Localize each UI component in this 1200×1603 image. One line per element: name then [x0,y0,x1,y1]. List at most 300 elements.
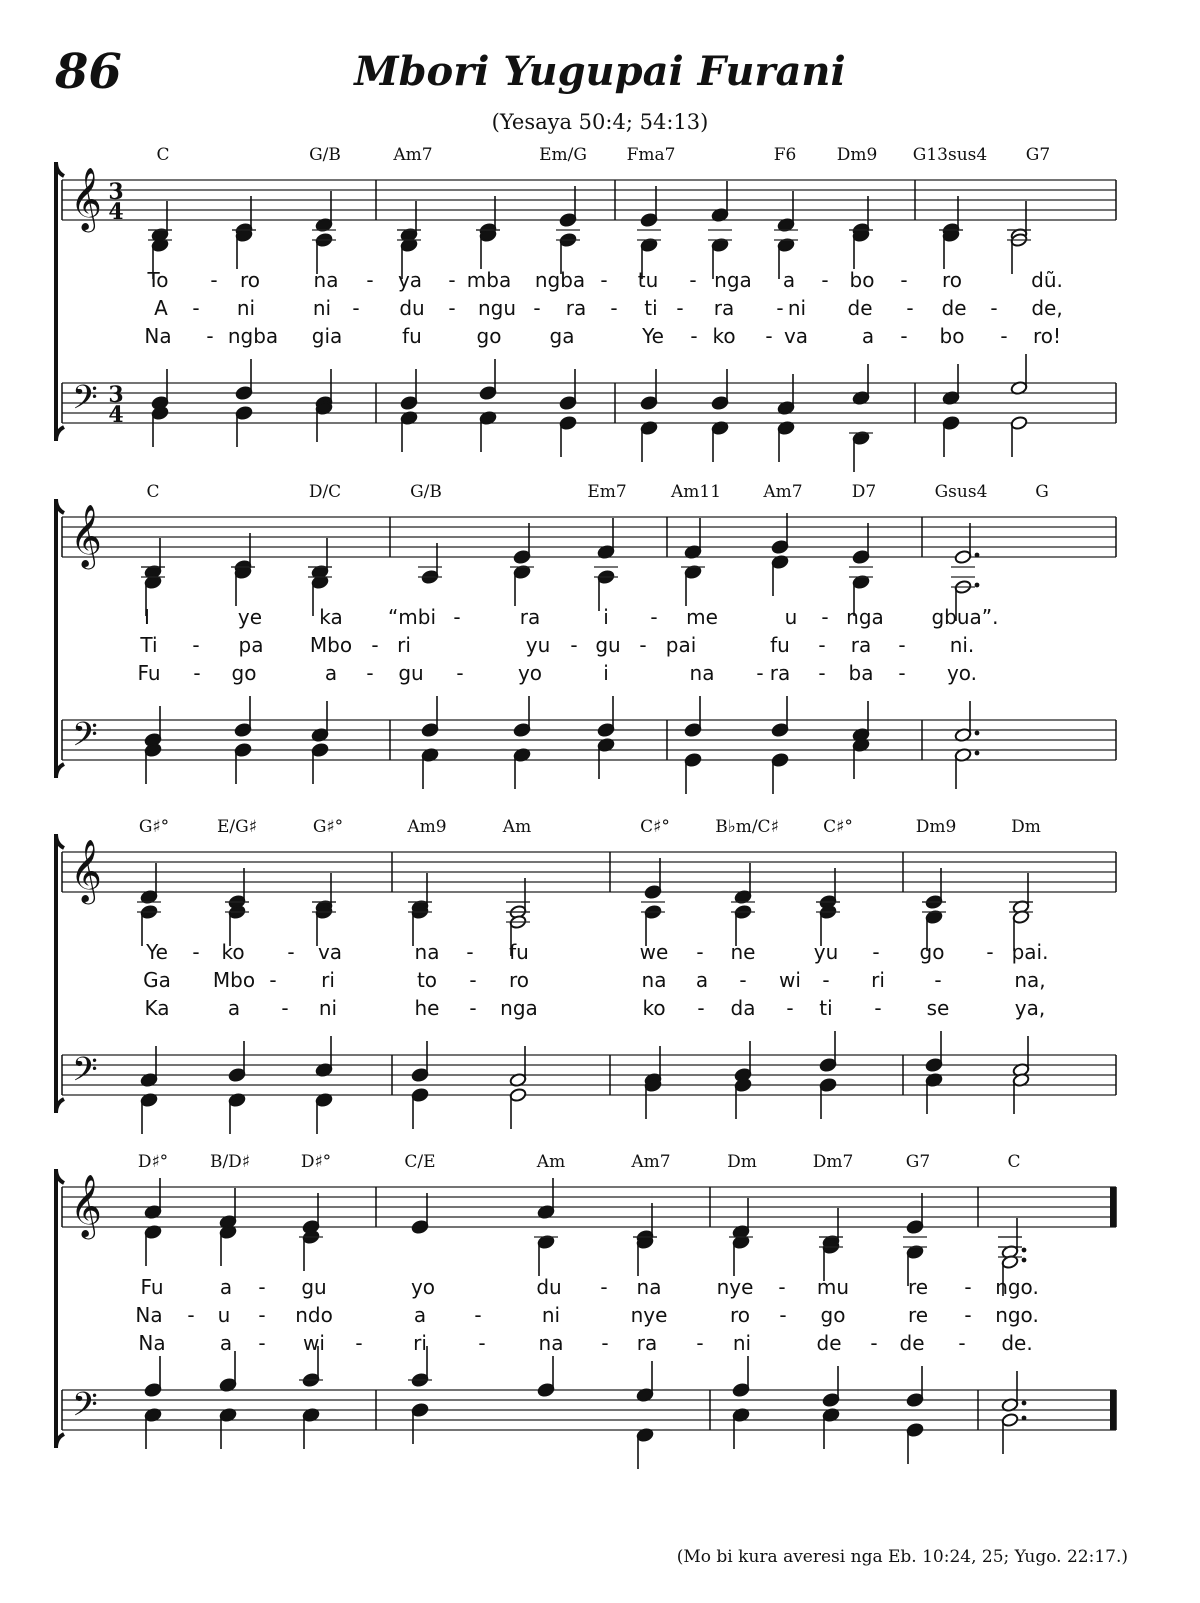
lyric-hyphen: - [697,996,705,1020]
lyric-hyphen: - [756,661,764,685]
lyric-syllable: Ye [146,940,168,964]
lyric-syllable: Ti [140,633,158,657]
bass-notehead [942,416,960,431]
bass-notehead [421,723,439,738]
lyric-hyphen: - [964,1303,972,1327]
lyric-syllable: ni [732,1331,752,1355]
lyric-syllable: “mbi [387,605,437,629]
lyric-syllable: ni [541,1303,561,1327]
lyric-syllable: ra [519,605,541,629]
lyric-syllable: de, [1031,296,1063,320]
lyric-syllable: Na [138,1331,166,1355]
chord-symbol: C [1007,1152,1021,1172]
treble-notehead [954,550,972,565]
bass-notehead [771,753,789,768]
lyric-hyphen: - [870,1331,878,1355]
lyric-syllable: I [144,605,150,629]
bass-notehead [925,1058,943,1073]
lyric-syllable: ngu [477,296,517,320]
lyric-syllable: ndo [295,1303,333,1327]
augmentation-dot [975,553,980,558]
lyric-hyphen: - [821,268,829,292]
lyric-hyphen: - [818,661,826,685]
chord-symbol: B♭m/C♯ [715,817,779,837]
lyric-syllable: Ga [143,968,171,992]
bass-notehead [411,1068,429,1083]
chord-symbol: G♯° [138,817,170,837]
lyric-syllable: da [730,996,756,1020]
lyric-hyphen: - [469,996,477,1020]
chord-symbol: D/C [308,482,342,502]
lyric-syllable: ro [729,1303,751,1327]
bass-notehead [411,1403,429,1418]
lyric-hyphen: - [281,996,289,1020]
lyric-syllable: ga [549,324,575,348]
bass-notehead [732,1383,750,1398]
bass-notehead [906,1423,924,1438]
lyric-hyphen: - [210,268,218,292]
lyric-syllable: pa [238,633,264,657]
lyric-syllable: a [324,661,338,685]
lyric-hyphen: - [898,633,906,657]
lyric-syllable: se [926,996,950,1020]
lyric-syllable: ya [397,268,423,292]
lyric-syllable: va [317,940,343,964]
lyric-hyphen: - [900,268,908,292]
lyric-syllable: nga [714,268,752,292]
hymn-number: 86 [55,44,122,100]
lyric-syllable: ngo. [995,1275,1039,1299]
lyric-syllable: me [686,605,718,629]
lyric-syllable: ra [769,661,791,685]
lyric-syllable: he [414,996,440,1020]
lyric-hyphen: - [986,940,994,964]
treble-clef-icon: 𝄞 [70,839,102,902]
lyric-syllable: ya, [1014,996,1046,1020]
lyric-syllable: ro [239,268,261,292]
system-bracket [56,162,64,441]
system-bracket [56,834,64,1113]
chord-symbol: E/G♯ [217,817,257,837]
lyric-syllable: pai. [1011,940,1049,964]
lyric-hyphen: - [352,296,360,320]
chord-symbol: G/B [410,482,442,502]
lyric-syllable: ra [850,633,872,657]
lyric-hyphen: - [676,296,684,320]
lyric-hyphen: - [786,996,794,1020]
lyric-syllable: bo [849,268,875,292]
chord-symbol: G [1035,482,1049,502]
lyric-hyphen: - [570,633,578,657]
lyric-syllable: ka [319,605,343,629]
lyric-hyphen: - [474,1303,482,1327]
chord-symbol: Am11 [670,482,722,502]
lyric-syllable: i [603,605,609,629]
lyric-syllable: a [413,1303,427,1327]
chord-symbol: B/D♯ [209,1152,251,1172]
chord-symbol: G13sus4 [912,145,988,165]
lyric-hyphen: - [958,1331,966,1355]
lyric-syllable: a [227,996,241,1020]
lyric-hyphen: - [366,661,374,685]
lyric-syllable: ro! [1032,324,1062,348]
lyric-hyphen: - [287,940,295,964]
lyric-syllable: yo. [946,661,978,685]
lyric-syllable: ni [312,296,332,320]
lyric-syllable: ni [236,296,256,320]
chord-symbol: Dm7 [812,1152,854,1172]
lyric-hyphen: - [818,633,826,657]
chord-symbol: Em/G [539,145,587,165]
lyric-hyphen: - [366,268,374,292]
treble-notehead [852,550,870,565]
bass-notehead [234,743,252,758]
chord-symbol: C♯° [823,817,853,837]
lyric-hyphen: - [371,633,379,657]
lyric-syllable: ra [636,1331,658,1355]
lyric-syllable: go [919,940,945,964]
lyric-hyphen: - [690,324,698,348]
lyric-syllable: ra [565,296,587,320]
lyric-syllable: To [147,268,169,292]
bass-notehead [411,1088,429,1103]
lyric-hyphen: - [478,1331,486,1355]
lyric-syllable: de. [1001,1331,1033,1355]
bass-notehead [235,406,253,421]
lyric-syllable: Mbo [309,633,353,657]
chord-symbol: Dm9 [836,145,878,165]
lyric-hyphen: - [765,324,773,348]
treble-notehead [906,1220,924,1235]
lyric-syllable: ri [397,633,411,657]
lyric-syllable: ni [787,296,807,320]
lyric-syllable: Ka [144,996,170,1020]
lyric-syllable: a [219,1331,233,1355]
chord-symbol: C♯° [640,817,670,837]
bass-notehead [711,396,729,411]
chord-symbol: G/B [309,145,341,165]
treble-clef-icon: 𝄞 [70,504,102,567]
footer-reference: (Mo bi kura averesi nga Eb. 10:24, 25; Yugo. 22:17.) [676,1547,1128,1567]
lyric-syllable: gu [595,633,621,657]
bass-notehead [228,1068,246,1083]
lyric-hyphen: - [610,296,618,320]
lyric-syllable: a [219,1275,233,1299]
lyric-syllable: na [414,940,440,964]
lyric-syllable: ngo. [995,1303,1039,1327]
lyric-syllable: ra [713,296,735,320]
lyric-syllable: go [820,1303,846,1327]
final-barline [1110,1187,1116,1227]
lyric-syllable: go [476,324,502,348]
chord-symbol: Dm [1011,817,1041,837]
chord-symbol: Am7 [631,1152,671,1172]
lyric-hyphen: - [639,633,647,657]
lyric-syllable: re [907,1275,929,1299]
lyric-syllable: ti [819,996,833,1020]
lyric-hyphen: - [258,1331,266,1355]
chord-symbol: D7 [851,482,877,502]
chord-symbol: Am9 [407,817,447,837]
chord-symbol: G7 [905,1152,931,1172]
lyric-hyphen: - [258,1303,266,1327]
lyric-syllable: va [783,324,809,348]
chord-symbol: Gsus4 [934,482,988,502]
lyric-syllable: na [636,1275,662,1299]
bass-notehead [311,743,329,758]
lyric-syllable: de [899,1331,925,1355]
augmentation-dot [1022,1401,1027,1406]
lyric-hyphen: - [206,324,214,348]
lyric-syllable: Na [135,1303,163,1327]
bass-notehead [684,753,702,768]
augmentation-dot [975,583,980,588]
lyric-syllable: du [536,1275,562,1299]
lyric-hyphen: - [600,1275,608,1299]
bass-notehead [234,723,252,738]
lyric-syllable: gia [311,324,343,348]
bass-clef-icon: 𝄢 [72,379,98,425]
lyric-hyphen: - [964,1275,972,1299]
lyric-hyphen: - [822,968,830,992]
bass-notehead [479,386,497,401]
lyric-syllable: a [695,968,709,992]
system-bracket [56,1169,64,1448]
chord-symbol: G7 [1025,145,1051,165]
bass-notehead [513,723,531,738]
lyric-hyphen: - [448,268,456,292]
lyric-syllable: de [941,296,967,320]
scripture-reference: (Yesaya 50:4; 54:13) [491,110,709,134]
lyric-syllable: yo [410,1275,436,1299]
bass-clef-icon: 𝄢 [72,716,98,762]
treble-notehead [644,885,662,900]
treble-notehead [640,213,658,228]
bass-notehead [819,1078,837,1093]
lyric-syllable: na [313,268,339,292]
lyric-syllable: ko [712,324,736,348]
bass-notehead [597,723,615,738]
lyric-syllable: ba [848,661,874,685]
lyric-syllable: wi [303,1331,325,1355]
chord-symbol: C [156,145,170,165]
lyric-hyphen: - [456,661,464,685]
chord-symbol: Em7 [587,482,627,502]
lyric-syllable: na [689,661,715,685]
lyric-syllable: Mbo [212,968,256,992]
chord-symbol: Am [502,817,532,837]
system-bracket [56,499,64,778]
chord-symbol: Dm [727,1152,757,1172]
augmentation-dot [1022,1258,1027,1263]
lyric-hyphen: - [689,268,697,292]
chord-symbol: Am7 [393,145,433,165]
lyric-hyphen: - [187,1303,195,1327]
lyric-syllable: gu [301,1275,327,1299]
lyric-syllable: Fu [140,1275,164,1299]
lyric-syllable: pai [665,633,697,657]
lyric-syllable: nye [630,1303,668,1327]
lyric-syllable: ti [644,296,658,320]
lyric-syllable: gu [398,661,424,685]
lyric-hyphen: - [533,296,541,320]
chord-symbol: Am7 [763,482,803,502]
lyric-syllable: re [907,1303,929,1327]
lyric-syllable: ko [221,940,245,964]
bass-clef-icon: 𝄢 [72,1386,98,1432]
bass-time-signature-top: 3 [108,382,124,408]
hymn-title: Mbori Yugupai Furani [354,48,846,95]
lyric-syllable: A [154,296,168,320]
treble-notehead [513,550,531,565]
bass-notehead [771,723,789,738]
chord-symbol: C/E [404,1152,436,1172]
lyric-syllable: de [847,296,873,320]
lyric-syllable: a [782,268,796,292]
lyric-hyphen: - [453,605,461,629]
lyric-syllable: mba [466,268,512,292]
treble-clef-icon: 𝄞 [70,1174,102,1237]
lyric-hyphen: - [696,940,704,964]
lyric-syllable: dũ. [1031,268,1063,292]
lyric-hyphen: - [779,1303,787,1327]
lyric-syllable: ngba [227,324,279,348]
lyric-hyphen: - [192,940,200,964]
lyric-syllable: du [399,296,425,320]
lyric-syllable: na [538,1331,564,1355]
lyric-syllable: Fu [137,661,161,685]
lyric-syllable: ri [871,968,885,992]
bass-notehead [906,1393,924,1408]
chord-symbol: Am [536,1152,566,1172]
lyric-hyphen: - [872,940,880,964]
bass-notehead [559,416,577,431]
lyric-hyphen: - [739,968,747,992]
bass-notehead [144,1383,162,1398]
bass-notehead [1001,1413,1019,1428]
lyric-hyphen: - [874,996,882,1020]
lyric-syllable: ko [642,996,666,1020]
treble-clef-icon: 𝄞 [70,167,102,230]
lyric-hyphen: - [192,633,200,657]
lyric-syllable: to [416,968,438,992]
lyric-syllable: wi [779,968,801,992]
lyric-syllable: ro [941,268,963,292]
lyric-syllable: na [641,968,667,992]
bass-notehead [509,1088,527,1103]
lyric-syllable: yu [525,633,551,657]
bass-notehead [819,1058,837,1073]
chord-symbol: C [146,482,160,502]
lyric-syllable: fu [509,940,529,964]
lyric-syllable: i [603,661,609,685]
chord-symbol: Fma7 [626,145,676,165]
lyric-syllable: Na [144,324,172,348]
lyric-hyphen: - [778,1275,786,1299]
bass-notehead [822,1393,840,1408]
lyric-hyphen: - [600,268,608,292]
lyric-hyphen: - [990,296,998,320]
augmentation-dot [975,731,980,736]
lyric-syllable: yo [517,661,543,685]
lyric-syllable: bo [939,324,965,348]
lyric-syllable: ni. [949,633,975,657]
bass-notehead [235,386,253,401]
treble-notehead [771,540,789,555]
chord-symbol: D♯° [137,1152,169,1172]
augmentation-dot [975,751,980,756]
lyric-hyphen: - [898,661,906,685]
treble-notehead [559,213,577,228]
augmentation-dot [1022,1248,1027,1253]
lyric-syllable: ri [321,968,335,992]
lyric-hyphen: - [934,968,942,992]
bass-clef-icon: 𝄢 [72,1051,98,1097]
lyric-syllable: ri [413,1331,427,1355]
bass-notehead [537,1383,555,1398]
lyric-syllable: tu [637,268,659,292]
lyric-syllable: nga [500,996,538,1020]
treble-time-signature-top: 3 [108,179,124,205]
lyric-syllable: ro [508,968,530,992]
chord-symbol: F6 [773,145,797,165]
lyric-hyphen: - [466,940,474,964]
lyric-syllable: ni [318,996,338,1020]
lyric-hyphen: - [258,1275,266,1299]
lyric-hyphen: - [193,661,201,685]
lyric-hyphen: - [900,324,908,348]
chord-symbol: G♯° [312,817,344,837]
bass-notehead [640,396,658,411]
lyric-hyphen: - [269,968,277,992]
lyric-syllable: we [639,940,669,964]
lyric-hyphen: - [906,296,914,320]
lyric-hyphen: - [469,968,477,992]
lyric-syllable: de [816,1331,842,1355]
lyric-syllable: nga [846,605,884,629]
bass-notehead [559,396,577,411]
lyric-hyphen: - [1000,324,1008,348]
augmentation-dot [1022,1416,1027,1421]
lyric-syllable: a [861,324,875,348]
lyric-hyphen: - [448,296,456,320]
treble-notehead [411,1220,429,1235]
bass-notehead [400,396,418,411]
lyric-hyphen: - [821,605,829,629]
final-barline [1110,1390,1116,1430]
lyric-syllable: gbua”. [931,605,999,629]
lyric-syllable: nye [716,1275,754,1299]
chord-symbol: Dm9 [915,817,957,837]
treble-time-signature-bottom: 4 [108,199,124,225]
lyric-hyphen: - [192,296,200,320]
lyric-hyphen: - [650,605,658,629]
bass-notehead [1010,416,1028,431]
lyric-syllable: u [217,1303,231,1327]
lyric-hyphen: - [696,1331,704,1355]
lyric-syllable: fu [402,324,422,348]
lyric-hyphen: - [601,1331,609,1355]
lyric-syllable: ne [730,940,756,964]
lyric-hyphen: - [355,1331,363,1355]
bass-notehead [684,723,702,738]
lyric-hyphen: - [776,296,784,320]
lyric-syllable: na, [1014,968,1046,992]
lyric-syllable: ye [237,605,263,629]
bass-time-signature-bottom: 4 [108,402,124,428]
lyric-syllable: yu [813,940,839,964]
lyric-syllable: go [231,661,257,685]
